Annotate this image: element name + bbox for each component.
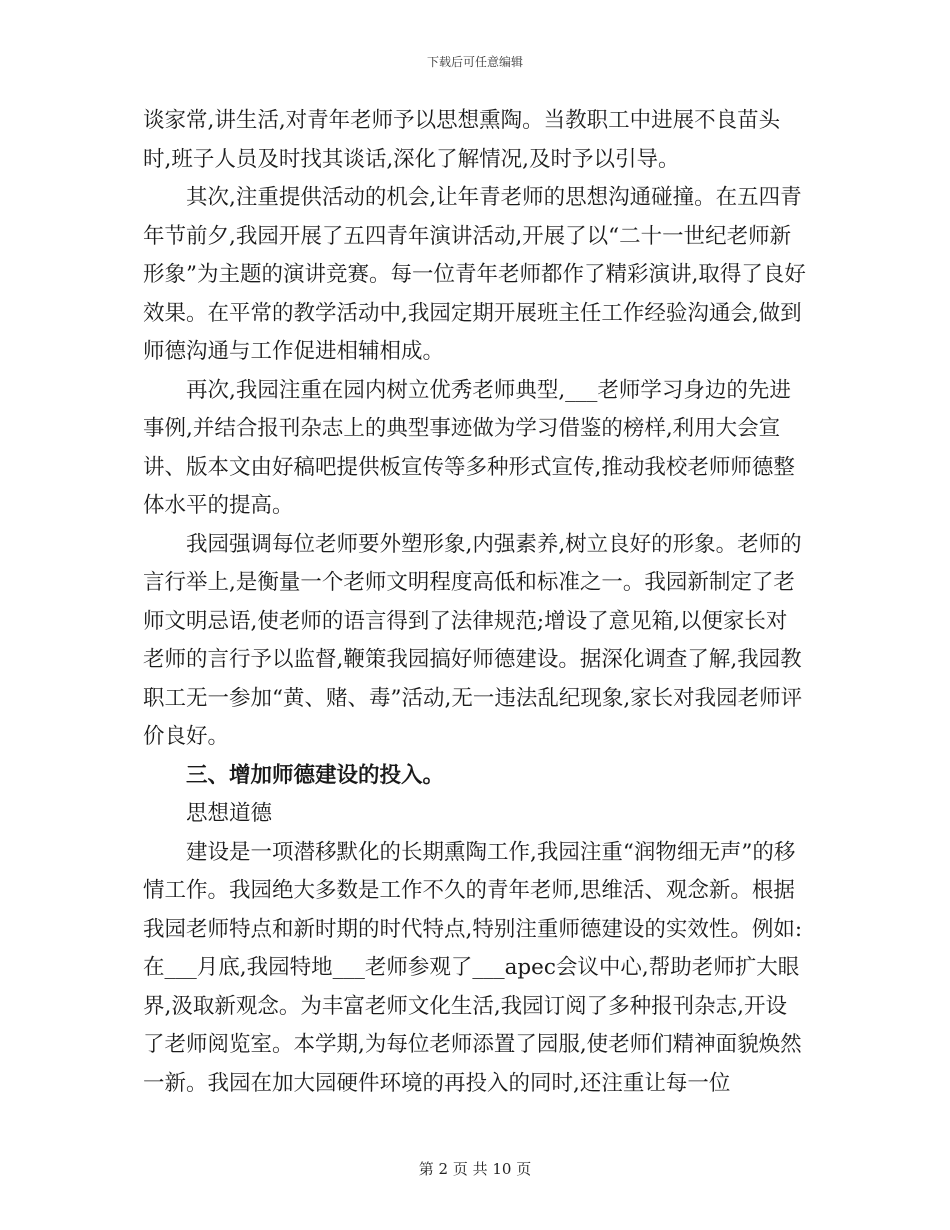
paragraph-image: 我园强调每位老师要外塑形象,内强素养,树立良好的形象。老师的言行举上,是衡量一个老师文明程度高低和标准之一。我园新制定了老师文明忌语,使老师的语言得到了法律规范;增设了意见箱,以便家长对老师的言行予以监督,鞭策我园搞好师德建设。据深化调查了解,我园教职工无一参加“黄、赌、毒”活动,无一违法乱纪现象,家长对我园老师评价良好。 xyxy=(143,531,803,749)
paragraph-role-models: 再次,我园注重在园内树立优秀老师典型,___老师学习身边的先进事例,并结合报刊杂志上的典型事迹做为学习借鉴的榜样,利用大会宣讲、版本文由好稿吧提供板宣传等多种形式宣传,推动我校老师师德整体水平的提高。 xyxy=(143,377,795,518)
paragraph-moral-label: 思想道德 xyxy=(186,801,273,826)
document-body xyxy=(143,102,808,1103)
paragraph-continued: 谈家常,讲生活,对青年老师予以思想熏陶。当教职工中进展不良苗头时,班子人员及时找其谈话,深化了解情况,及时予以引导。 xyxy=(143,108,781,172)
page-header: 下载后可任意编辑 xyxy=(426,55,523,69)
paragraph-activities: 其次,注重提供活动的机会,让年青老师的思想沟通碰撞。在五四青年节前夕,我园开展了五四青年演讲活动,开展了以“二十一世纪老师新形象”为主题的演讲竞赛。每一位青年老师都作了精彩演讲,取得了良好效果。在平常的教学活动中,我园定期开展班主任工作经验沟通会,做到师德沟通与工作促进相辅相成。 xyxy=(143,185,806,364)
section-heading-3: 三、增加师德建设的投入。 xyxy=(186,762,445,788)
paragraph-investment: 建设是一项潜移默化的长期熏陶工作,我园注重“润物细无声”的移情工作。我园绝大多数是工作不久的青年老师,思维活、观念新。根据我园老师特点和新时期的时代特点,特别注重师德建设的实效性。例如:在___月底,我园特地___老师参观了___apec会议中心,帮助老师扩大眼界,汲取新观念。为丰富老师文化生活,我园订阅了多种报刊杂志,开设了老师阅览室。本学期,为每位老师添置了园服,使老师们精神面貌焕然一新。我园在加大园硬件环境的再投入的同时,还注重让每一位 xyxy=(143,839,803,1096)
page-number-footer: 第 2 页 共 10 页 xyxy=(418,1160,532,1178)
